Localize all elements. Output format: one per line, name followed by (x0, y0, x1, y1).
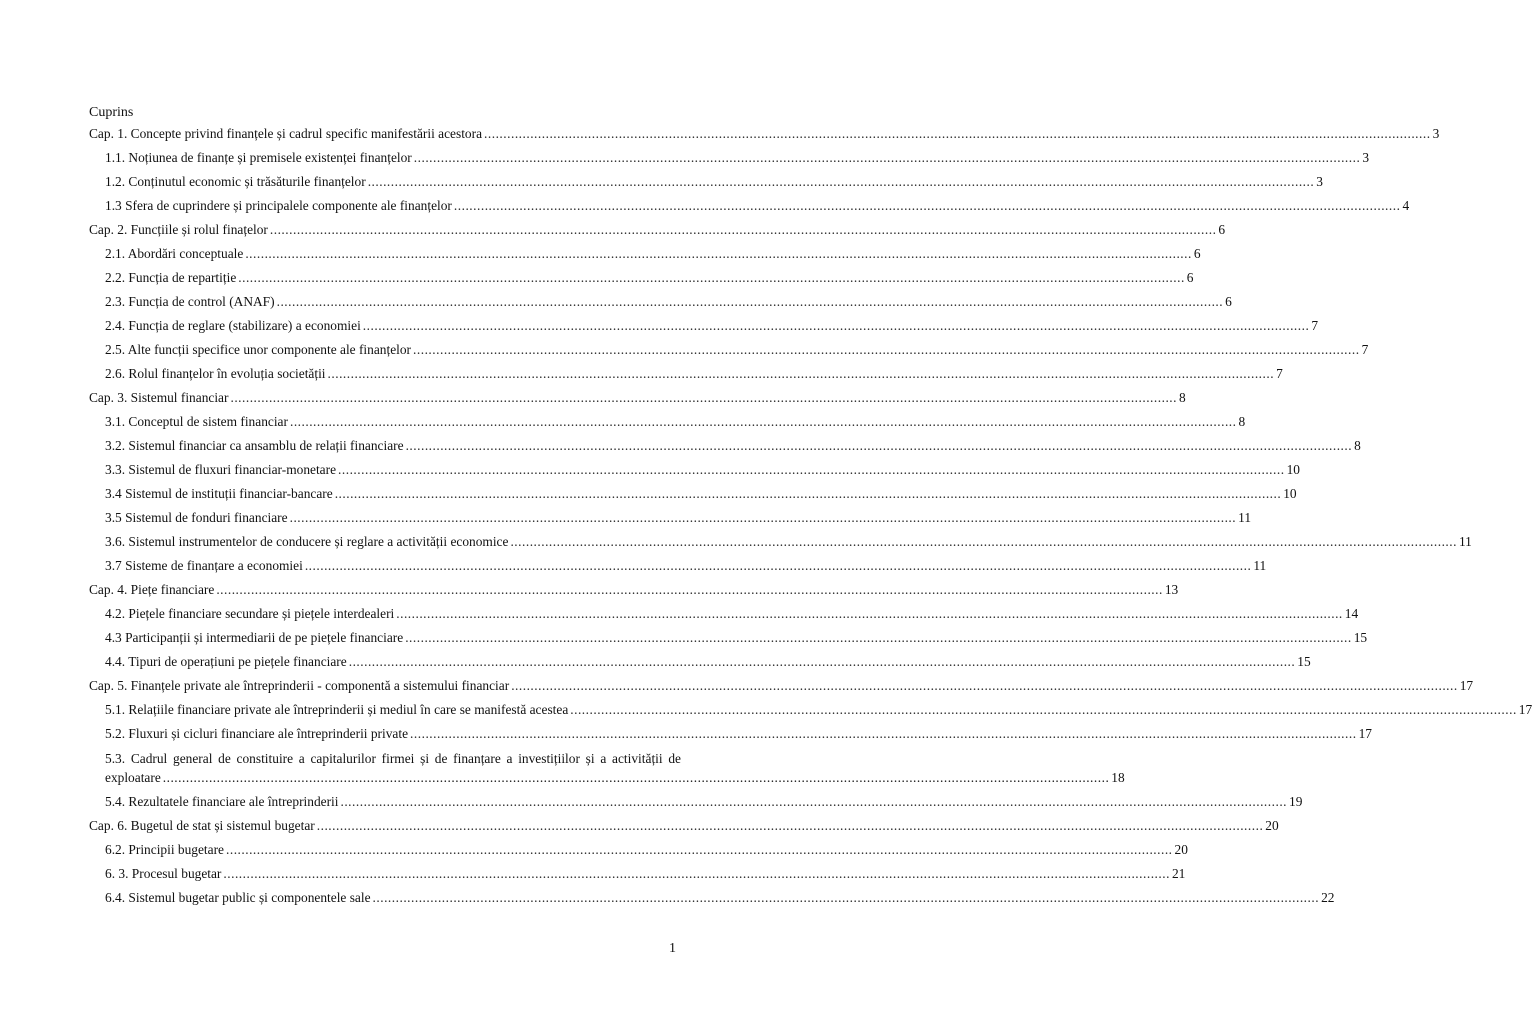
toc-entry-page: 11 (1458, 534, 1472, 549)
toc-entry-page: 17 (1518, 702, 1532, 717)
toc-entry-page: 4 (1402, 198, 1410, 213)
toc-entry-label: Cap. 3. Sistemul financiar (89, 390, 229, 405)
toc-entry-label: 4.3 Participanții și intermediarii de pe piețele financiare (105, 630, 404, 645)
toc-entry-section[interactable] (105, 196, 1410, 215)
toc-entry-label: Cap. 1. Concepte privind finanțele și cadrul specific manifestării acestora (89, 126, 483, 141)
toc-entry-section[interactable] (105, 460, 1300, 479)
toc-entry-label: 2.1. Abordări conceptuale (105, 246, 244, 261)
toc-entry-page: 10 (1283, 486, 1297, 501)
dot-leader (406, 436, 1353, 455)
toc-entry-page: 14 (1344, 606, 1359, 621)
toc-entry-label: 4.4. Tipuri de operațiuni pe piețele financiare (105, 654, 347, 669)
toc-entry-label: 5.2. Fluxuri și cicluri financiare ale întreprinderii private (105, 726, 409, 741)
toc-entry-page: 6 (1186, 270, 1194, 285)
toc-entry-label: 2.4. Funcția de reglare (stabilizare) a economiei (105, 318, 361, 333)
toc-entry-page: 8 (1354, 438, 1361, 453)
dot-leader (410, 724, 1357, 743)
toc-entry-section[interactable] (105, 840, 1188, 859)
toc-title: Cuprins (89, 105, 134, 120)
toc-entry-section[interactable] (105, 628, 1368, 647)
toc-entry-page: 22 (1321, 890, 1335, 905)
dot-leader (413, 340, 1360, 359)
toc-entry-label: 3.7 Sisteme de finanțare a economiei (105, 558, 303, 573)
dot-leader (340, 792, 1287, 811)
toc-entry-label: 4.2. Piețele financiare secundare și piețele interdealeri (105, 606, 395, 621)
dot-leader (317, 816, 1264, 835)
toc-entry-section[interactable] (105, 700, 1532, 719)
dot-leader (216, 580, 1163, 599)
dot-leader (396, 604, 1343, 623)
toc-entry-page: 20 (1174, 842, 1188, 857)
toc-entry-section[interactable] (105, 340, 1369, 359)
toc-entry-section[interactable] (105, 364, 1283, 383)
toc-entry-label: 6. 3. Procesul bugetar (105, 866, 222, 881)
toc-entry-page: 3 (1362, 150, 1370, 165)
toc-entry-label-continued: exploatare (105, 770, 161, 785)
toc-entry-label: 5.3. Cadrul general de constituire a capitalurilor firmei și de finanțare a investițiilor și a activității de (105, 751, 681, 766)
toc-entry-page: 10 (1286, 462, 1300, 477)
toc-entry-chapter[interactable] (89, 388, 1186, 407)
toc-entry-page: 17 (1358, 726, 1372, 741)
toc-entry-page: 6 (1193, 246, 1201, 261)
dot-leader (238, 268, 1185, 287)
toc-entry-section[interactable] (105, 508, 1252, 527)
dot-leader (223, 864, 1170, 883)
dot-leader (328, 364, 1275, 383)
toc-entry-section[interactable] (105, 268, 1194, 287)
toc-entry-section[interactable] (105, 724, 1372, 743)
toc-entry-section[interactable] (105, 412, 1246, 431)
toc-entry-page: 8 (1179, 390, 1186, 405)
toc-entry-label: 3.3. Sistemul de fluxuri financiar-monetare (105, 462, 337, 477)
toc-entry-section[interactable] (105, 436, 1361, 455)
dot-leader (368, 172, 1315, 191)
toc-entry-label: 2.2. Funcția de repartiție (105, 270, 237, 285)
dot-leader (245, 244, 1192, 263)
toc-entry-label: 5.1. Relațiile financiare private ale întreprinderii și mediul în care se manifestă acestea (105, 702, 569, 717)
toc-entry-label: Cap. 5. Finanțele private ale întreprinderii - componentă a sistemului financiar (89, 678, 510, 693)
dot-leader (349, 652, 1296, 671)
toc-entry-label: Cap. 4. Piețe financiare (89, 582, 215, 597)
dot-leader (163, 768, 1110, 787)
toc-entry-page: 11 (1253, 558, 1267, 573)
toc-entry-section[interactable] (105, 244, 1201, 263)
toc-entry-page: 19 (1289, 794, 1303, 809)
toc-entry-page: 17 (1459, 678, 1474, 693)
toc-entry-page: 7 (1361, 342, 1369, 357)
toc-entry-label: 2.3. Funcția de control (ANAF) (105, 294, 275, 309)
toc-entry-section[interactable] (105, 172, 1323, 191)
toc-entry-chapter[interactable] (89, 580, 1179, 599)
toc-entry-label: 3.6. Sistemul instrumentelor de conducere și reglare a activității economice (105, 534, 509, 549)
toc-entry-label: 3.2. Sistemul financiar ca ansamblu de relații financiare (105, 438, 404, 453)
toc-entry-page: 3 (1316, 174, 1323, 189)
toc-entry-page: 21 (1171, 866, 1186, 881)
dot-leader (290, 508, 1237, 527)
toc-entry-chapter[interactable] (89, 124, 1440, 143)
toc-entry-page: 13 (1164, 582, 1179, 597)
toc-entry-page: 7 (1276, 366, 1283, 381)
toc-entry-section[interactable] (105, 652, 1311, 671)
dot-leader (484, 124, 1431, 143)
dot-leader (511, 676, 1458, 695)
toc-entry-label: 1.3 Sfera de cuprindere și principalele componente ale finanțelor (105, 198, 452, 213)
toc-entry-label: 5.4. Rezultatele financiare ale întreprinderii (105, 794, 339, 809)
toc-entry-section[interactable] (105, 749, 1125, 787)
toc-entry-page: 18 (1111, 770, 1125, 785)
toc-entry-section[interactable] (105, 792, 1303, 811)
toc-entry-section[interactable] (105, 556, 1267, 575)
dot-leader (363, 316, 1310, 335)
toc-entry-label: 6.4. Sistemul bugetar public și componentele sale (105, 890, 371, 905)
toc-entry-section[interactable] (105, 864, 1186, 883)
dot-leader (405, 628, 1352, 647)
dot-leader (290, 412, 1237, 431)
toc-entry-page: 20 (1265, 818, 1279, 833)
dot-leader (270, 220, 1217, 239)
toc-entry-label: 3.5 Sistemul de fonduri financiare (105, 510, 288, 525)
dot-leader (454, 196, 1401, 215)
dot-leader (226, 840, 1173, 859)
toc-entry-label: 1.1. Noțiunea de finanțe și premisele existenței finanțelor (105, 150, 412, 165)
toc-entry-label: 1.2. Conținutul economic și trăsăturile finanțelor (105, 174, 366, 189)
dot-leader (277, 292, 1224, 311)
toc-entry-page: 6 (1225, 294, 1232, 309)
toc-entry-section[interactable] (105, 292, 1232, 311)
dot-leader (570, 700, 1517, 719)
toc-entry-section[interactable] (105, 604, 1359, 623)
dot-leader (338, 460, 1285, 479)
toc-entry-page: 3 (1432, 126, 1440, 141)
toc-entry-page: 11 (1238, 510, 1252, 525)
toc-entry-chapter[interactable] (89, 816, 1279, 835)
dot-leader (230, 388, 1177, 407)
page-number: 1 (669, 941, 676, 956)
toc-entry-label: 6.2. Principii bugetare (105, 842, 224, 857)
toc-entry-section[interactable] (105, 148, 1370, 167)
dot-leader (510, 532, 1457, 551)
toc-entry-label: Cap. 6. Bugetul de stat și sistemul bugetar (89, 818, 315, 833)
toc-entry-page: 6 (1218, 222, 1226, 237)
toc-entry-label: Cap. 2. Funcțiile și rolul finațelor (89, 222, 268, 237)
toc-entry-label: 3.1. Conceptul de sistem financiar (105, 414, 288, 429)
toc-entry-label: 2.6. Rolul finanțelor în evoluția societății (105, 366, 326, 381)
toc-entry-chapter[interactable] (89, 676, 1474, 695)
dot-leader (414, 148, 1361, 167)
toc-entry-page: 15 (1353, 630, 1368, 645)
toc-entry-page: 8 (1238, 414, 1246, 429)
toc-entry-section[interactable] (105, 888, 1335, 907)
toc-entry-label: 2.5. Alte funcții specifice unor componente ale finanțelor (105, 342, 412, 357)
toc-entry-chapter[interactable] (89, 220, 1226, 239)
dot-leader (373, 888, 1320, 907)
dot-leader (305, 556, 1252, 575)
toc-entry-page: 15 (1297, 654, 1311, 669)
toc-entry-section[interactable] (105, 484, 1297, 503)
dot-leader (335, 484, 1282, 503)
toc-entry-section[interactable] (105, 316, 1319, 335)
toc-entry-label: 3.4 Sistemul de instituții financiar-bancare (105, 486, 333, 501)
toc-entry-page: 7 (1311, 318, 1319, 333)
toc-entry-section[interactable] (105, 532, 1472, 551)
